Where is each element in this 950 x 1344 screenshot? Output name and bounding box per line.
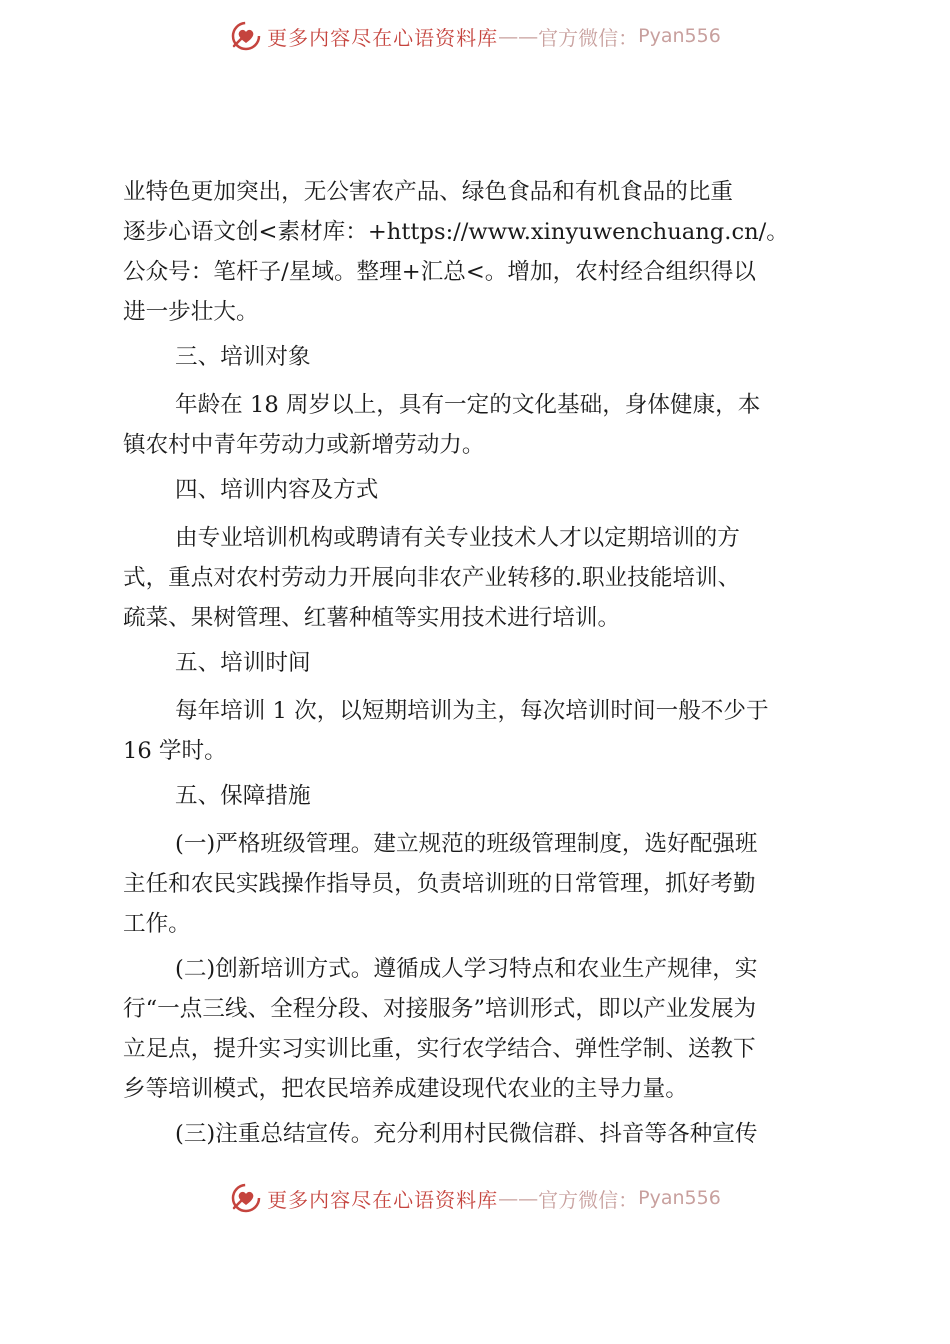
document-body [123,172,835,1159]
text-line: 式，重点对农村劳动力开展向非农产业转移的.职业技能培训、 [123,565,741,591]
measure-paragraph [123,949,835,1109]
measure-paragraph [123,1114,835,1154]
text-line: 乡等培训模式，把农民培养成建设现代农业的主导力量。 [123,1076,688,1102]
text-line: 年龄在 18 周岁以上，具有一定的文化基础，身体健康，本 [175,392,761,418]
text-line: 每年培训 1 次，以短期培训为主，每次培训时间一般不少于 [175,698,769,724]
text-line: 进一步壮大。 [123,299,259,325]
banner-wechat-label: 官方微信： [538,1187,639,1212]
text-line: 立足点，提升实习实训比重，实行农学结合、弹性学制、送教下 [123,1036,756,1062]
text-line: 疏菜、果树管理、红薯种植等实用技术进行培训。 [123,605,621,631]
banner-text: 更多内容尽在心语资料库 [267,25,499,50]
text-line: 公众号：笔杆子/星域。整理+汇总<。增加，农村经合组织得以 [123,259,756,285]
banner-dash: —— [498,24,539,48]
header-banner [0,16,950,56]
section-heading: 三、培训对象 [175,344,311,370]
text-line: 主任和农民实践操作指导员，负责培训班的日常管理，抓好考勤 [123,871,756,897]
text-line: 16 学时。 [123,738,227,764]
intro-paragraph [123,172,835,332]
text-line: (二)创新培训方式。遵循成人学习特点和农业生产规律，实 [175,956,758,982]
text-line: 工作。 [123,911,191,937]
text-line: 镇农村中青年劳动力或新增劳动力。 [123,432,485,458]
text-line: (三)注重总结宣传。充分利用村民微信群、抖音等各种宣传 [175,1121,758,1147]
section-paragraph [123,385,835,465]
text-line: (一)严格班级管理。建立规范的班级管理制度，选好配强班 [175,831,758,857]
banner-wechat-id: Pyan556 [638,25,721,47]
banner-text: 更多内容尽在心语资料库 [267,1187,499,1212]
text-line: 行“一点三线、全程分段、对接服务”培训形式，即以产业发展为 [123,996,757,1022]
banner-wechat-id: Pyan556 [638,1187,721,1209]
heart-logo-icon [229,1181,263,1215]
banner-wechat-label: 官方微信： [538,25,639,50]
text-line: 由专业培训机构或聘请有关专业技术人才以定期培训的方 [175,525,740,551]
banner-dash: —— [498,1186,539,1210]
section-paragraph [123,691,835,771]
section-paragraph [123,518,835,638]
section-heading: 五、培训时间 [175,650,311,676]
text-line: 业特色更加突出，无公害农产品、绿色食品和有机食品的比重 [123,179,734,205]
section-heading: 四、培训内容及方式 [175,477,379,503]
text-line: 逐步心语文创<素材库：+https://www.xinyuwenchuang.cn/。 [123,219,789,245]
section-heading: 五、保障措施 [175,783,311,809]
measure-paragraph [123,824,835,944]
footer-banner [0,1178,950,1218]
heart-logo-icon [229,19,263,53]
